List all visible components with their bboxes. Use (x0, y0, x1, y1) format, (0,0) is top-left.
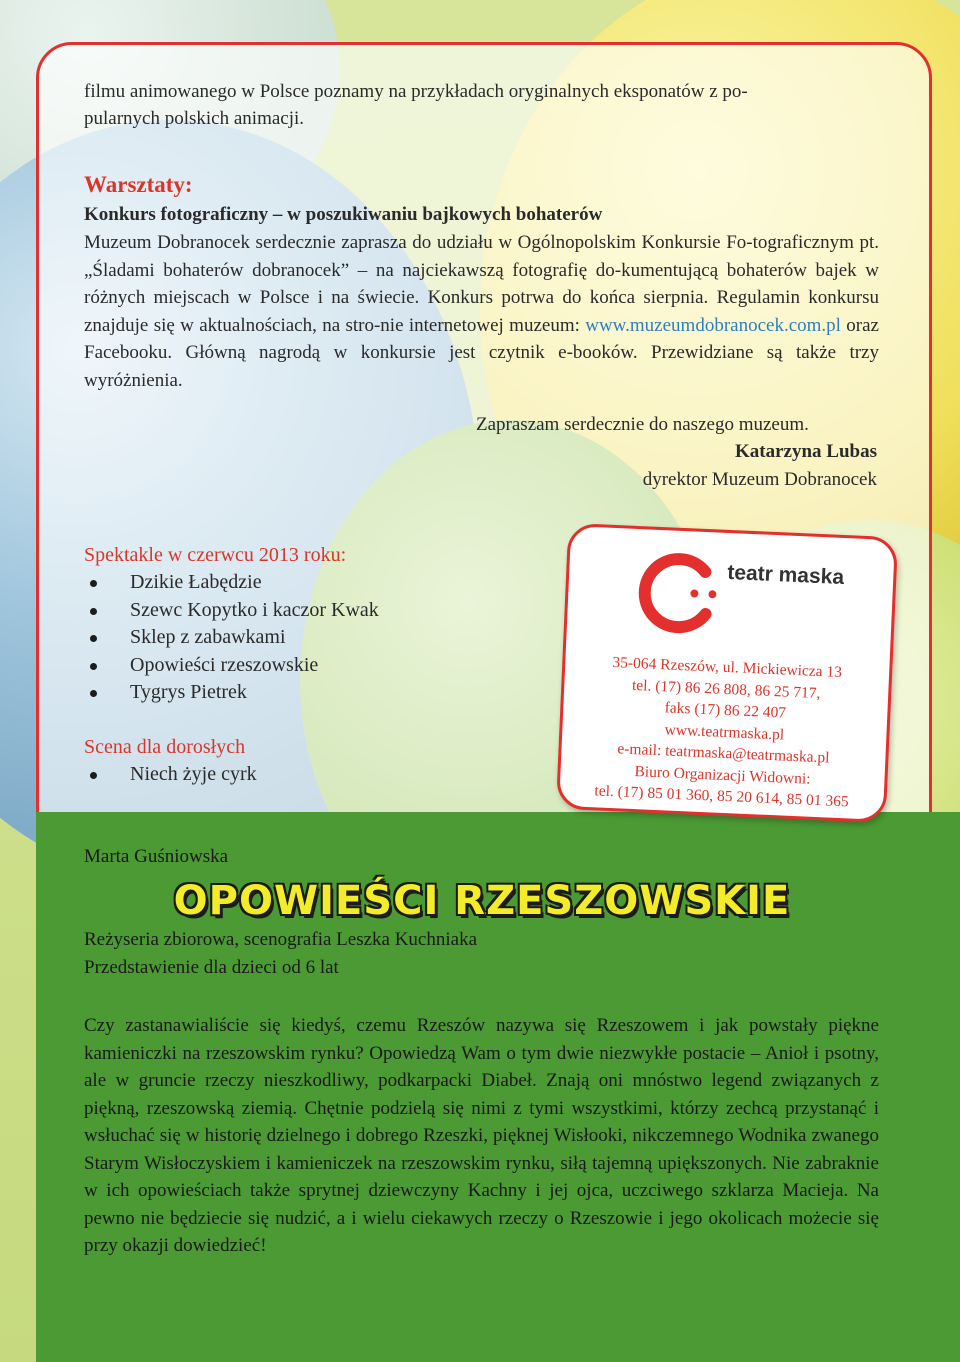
theatre-email[interactable]: e-mail: teatrmaska@teatrmaska.pl (617, 740, 830, 767)
adult-stage-heading: Scena dla dorosłych (84, 736, 246, 758)
adult-spectacles-list (84, 761, 257, 789)
closing-invite: Zapraszam serdecznie do naszego muzeum. (476, 414, 809, 435)
review-body: Czy zastanawialiście się kiedyś, czemu Rzeszów nazywa się Rzeszowem i jak powstały piękne kamieniczki na rzeszowskim rynku? Opowiedzą Wam o tym dwie niezwykłe postacie – Anioł i psotny, ale w gruncie rzeczy nieszkodliwy, podkarpacki Diabeł. Znają oni mnóstwo legend związanych z piękną, rzeszowską ziemią. Chętnie podzielą się nimi z tymi wszystkimi, którzy zechcą przystanąć i wsłuchać się w historię dzielnego i dobrego Rzeszki, pięknej Wisłooki, nikczemnego Wodnika zwanego Starym Wisłoczyskiem i kamieniczek na rzeszowskim rynku, siłą tajemną upiększonych. Nie zabraknie w ich opowieściach także sprytnej dziewczyny Kachny i jej ojca, uczciwego szklarza Macieja. Na pewno nie będziecie się nudzić, a i wielu ciekawych rzeczy o Rzeszowie i jego okolicach możecie się przy okazji dowiedzieć! (84, 1015, 879, 1256)
spectacle-item: Dzikie Łabędzie (84, 569, 379, 597)
theatre-address: 35-064 Rzeszów, ul. Mickiewicza 13 (612, 654, 843, 682)
workshops-body-text: Muzeum Dobranocek serdecznie zaprasza do udziału w Ogólnopolskim Konkursie Fo-tograficznym pt. „Śladami bohaterów dobranocek” – na najciekawszą fotografię do-kumentującą bohaterów bajek w różnych miejscach w Polsce i na świecie. Konkurs potrwa do końca sierpnia. Regulamin konkursu znajduje się w aktualnościach, na stro-nie internetowej muzeum: (84, 232, 879, 336)
director-role: dyrektor Muzeum Dobranocek (642, 469, 877, 490)
theatre-contact-info (569, 650, 879, 814)
director-name: Katarzyna Lubas (735, 441, 877, 462)
spectacles-list (84, 569, 379, 707)
museum-website-link[interactable]: www.muzeumdobranocek.com.pl (585, 314, 841, 336)
review-credits: Reżyseria zbiorowa, scenografia Leszka Kuchniaka (84, 929, 478, 950)
theatre-office-label: Biuro Organizacji Widowni: (634, 762, 811, 788)
teatr-maska-logo-icon (635, 547, 729, 637)
intro-line-2: pularnych polskich animacji. (84, 108, 305, 129)
spectacle-item: Sklep z zabawkami (84, 624, 379, 652)
intro-line-1: filmu animowanego w Polsce poznamy na przykładach oryginalnych eksponatów z po- (84, 81, 748, 102)
theatre-contact-card (556, 523, 898, 823)
adult-spectacle-item: Niech żyje cyrk (84, 761, 257, 789)
theatre-office-phone: tel. (17) 85 01 360, 85 20 614, 85 01 365 (594, 782, 850, 811)
spectacle-item: Opowieści rzeszowskie (84, 652, 379, 680)
theatre-fax: faks (17) 86 22 407 (664, 699, 787, 722)
workshops-body (84, 229, 879, 394)
spectacle-item: Szewc Kopytko i kaczor Kwak (84, 597, 379, 625)
workshops-body-text-end: oraz Facebooku. Główną nagrodą w konkursie jest czytnik e-booków. Przewidziane są także trzy wyróżnienia. (84, 314, 879, 391)
theatre-website[interactable]: www.teatrmaska.pl (664, 720, 785, 744)
workshops-heading: Warsztaty: (84, 172, 193, 197)
spectacle-item: Tygrys Pietrek (84, 679, 379, 707)
review-author: Marta Guśniowska (84, 846, 229, 867)
review-audience: Przedstawienie dla dzieci od 6 lat (84, 957, 339, 978)
review-title: OPOWIEŚCI RZESZOWSKIE (173, 878, 791, 924)
theatre-brand: teatr maska (726, 560, 845, 590)
workshops-subheading: Konkurs fotograficzny – w poszukiwaniu bajkowych bohaterów (84, 204, 603, 225)
theatre-phone: tel. (17) 86 26 808, 86 25 717, (631, 676, 821, 702)
spectacles-heading: Spektakle w czerwcu 2013 roku: (84, 544, 347, 566)
